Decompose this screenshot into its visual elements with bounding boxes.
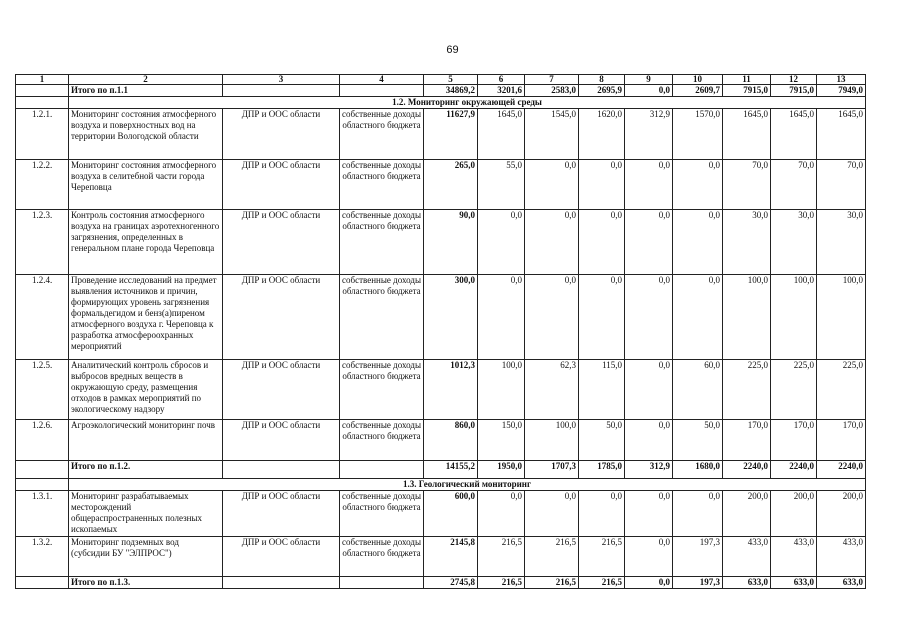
table-row [16,275,866,360]
row-description: Мониторинг разрабатываемых месторождений общераспространенных полезных ископаемых [69,491,223,537]
row-funding-source: собственные доходы областного бюджета [340,537,424,577]
value-cell: 197,3 [673,537,723,577]
row-description: Мониторинг состояния атмосферного воздуха и поверхностных вод на территории Вологодской области [69,109,223,160]
value-cell: 0,0 [579,210,625,275]
value-cell: 70,0 [723,160,771,210]
value-cell: 200,0 [723,491,771,537]
value-cell: 170,0 [771,420,817,461]
value-cell: 0,0 [478,275,525,360]
value-cell: 2745,8 [424,577,478,589]
value-cell: 7915,0 [771,85,817,97]
row-funding-source: собственные доходы областного бюджета [340,491,424,537]
row-executor: ДПР и ООС области [223,275,340,360]
executor-cell [223,85,340,97]
code-cell [16,479,69,491]
value-cell: 216,5 [579,537,625,577]
value-cell: 1645,0 [817,109,866,160]
row-executor: ДПР и ООС области [223,160,340,210]
row-executor: ДПР и ООС области [223,360,340,420]
value-cell: 860,0 [424,420,478,461]
value-cell: 265,0 [424,160,478,210]
page-number: 69 [446,44,459,56]
value-cell: 0,0 [579,160,625,210]
value-cell: 1680,0 [673,461,723,479]
value-cell: 2145,8 [424,537,478,577]
value-cell: 1645,0 [771,109,817,160]
value-cell: 170,0 [723,420,771,461]
value-cell: 115,0 [579,360,625,420]
row-code: 1.2.1. [16,109,69,160]
column-header: 12 [771,75,817,85]
row-code: 1.3.2. [16,537,69,577]
code-cell [16,85,69,97]
value-cell: 2609,7 [673,85,723,97]
value-cell: 1707,3 [525,461,579,479]
column-header: 6 [478,75,525,85]
value-cell: 7915,0 [723,85,771,97]
value-cell: 34869,2 [424,85,478,97]
table-row [16,360,866,420]
value-cell: 100,0 [817,275,866,360]
column-header: 9 [625,75,673,85]
value-cell: 1620,0 [579,109,625,160]
table-row [16,491,866,537]
value-cell: 0,0 [525,160,579,210]
row-description: Агроэкологический мониторинг почв [69,420,223,461]
value-cell: 0,0 [625,210,673,275]
executor-cell [223,461,340,479]
value-cell: 7949,0 [817,85,866,97]
total-label: Итого по п.1.3. [69,577,223,589]
table-row [16,160,866,210]
value-cell: 0,0 [478,210,525,275]
value-cell: 600,0 [424,491,478,537]
value-cell: 225,0 [817,360,866,420]
value-cell: 0,0 [625,577,673,589]
value-cell: 1785,0 [579,461,625,479]
row-code: 1.3.1. [16,491,69,537]
row-funding-source: собственные доходы областного бюджета [340,160,424,210]
row-description: Мониторинг подземных вод (субсидии БУ "ЭЛПРОС") [69,537,223,577]
value-cell: 70,0 [771,160,817,210]
value-cell: 1645,0 [723,109,771,160]
value-cell: 0,0 [625,360,673,420]
value-cell: 50,0 [673,420,723,461]
value-cell: 170,0 [817,420,866,461]
total-label: Итого по п.1.2. [69,461,223,479]
column-header: 11 [723,75,771,85]
source-cell [340,85,424,97]
value-cell: 633,0 [817,577,866,589]
value-cell: 0,0 [673,160,723,210]
value-cell: 55,0 [478,160,525,210]
value-cell: 216,5 [478,537,525,577]
value-cell: 2240,0 [817,461,866,479]
total-row [16,577,866,589]
executor-cell [223,577,340,589]
row-description: Контроль состояния атмосферного воздуха на границах аэротехногенного загрязнения, определенных в генеральном плане города Череповца [69,210,223,275]
section-title: 1.2. Мониторинг окружающей среды [69,97,866,109]
value-cell: 1570,0 [673,109,723,160]
value-cell: 0,0 [625,160,673,210]
row-funding-source: собственные доходы областного бюджета [340,420,424,461]
value-cell: 312,9 [625,109,673,160]
column-header: 2 [69,75,223,85]
code-cell [16,97,69,109]
row-executor: ДПР и ООС области [223,210,340,275]
row-code: 1.2.5. [16,360,69,420]
value-cell: 0,0 [525,491,579,537]
value-cell: 1545,0 [525,109,579,160]
total-row [16,85,866,97]
value-cell: 1645,0 [478,109,525,160]
value-cell: 300,0 [424,275,478,360]
row-executor: ДПР и ООС области [223,491,340,537]
value-cell: 0,0 [625,491,673,537]
value-cell: 11627,9 [424,109,478,160]
value-cell: 216,5 [525,537,579,577]
table-row [16,210,866,275]
column-header: 1 [16,75,69,85]
value-cell: 633,0 [723,577,771,589]
value-cell: 2240,0 [723,461,771,479]
row-executor: ДПР и ООС области [223,109,340,160]
total-row [16,461,866,479]
value-cell: 0,0 [478,491,525,537]
value-cell: 0,0 [673,491,723,537]
row-description: Аналитический контроль сбросов и выбросов вредных веществ в окружающую среду, размещения отходов в рамках мероприятий по экологическому надзору [69,360,223,420]
value-cell: 0,0 [625,537,673,577]
column-header: 4 [340,75,424,85]
section-header-row [16,97,866,109]
table-row [16,109,866,160]
value-cell: 0,0 [525,275,579,360]
column-header: 13 [817,75,866,85]
value-cell: 90,0 [424,210,478,275]
value-cell: 3201,6 [478,85,525,97]
column-header: 7 [525,75,579,85]
value-cell: 100,0 [478,360,525,420]
value-cell: 225,0 [771,360,817,420]
section-title: 1.3. Геологический мониторинг [69,479,866,491]
value-cell: 0,0 [625,275,673,360]
value-cell: 100,0 [771,275,817,360]
row-executor: ДПР и ООС области [223,537,340,577]
value-cell: 433,0 [723,537,771,577]
value-cell: 60,0 [673,360,723,420]
row-funding-source: собственные доходы областного бюджета [340,275,424,360]
row-code: 1.2.6. [16,420,69,461]
value-cell: 1012,3 [424,360,478,420]
row-funding-source: собственные доходы областного бюджета [340,109,424,160]
value-cell: 0,0 [673,275,723,360]
value-cell: 2695,9 [579,85,625,97]
value-cell: 50,0 [579,420,625,461]
column-header: 8 [579,75,625,85]
value-cell: 216,5 [579,577,625,589]
row-executor: ДПР и ООС области [223,420,340,461]
value-cell: 0,0 [625,420,673,461]
value-cell: 150,0 [478,420,525,461]
code-cell [16,461,69,479]
total-label: Итого по п.1.1 [69,85,223,97]
value-cell: 62,3 [525,360,579,420]
value-cell: 225,0 [723,360,771,420]
value-cell: 200,0 [771,491,817,537]
value-cell: 2240,0 [771,461,817,479]
column-header: 3 [223,75,340,85]
value-cell: 433,0 [817,537,866,577]
value-cell: 70,0 [817,160,866,210]
row-code: 1.2.4. [16,275,69,360]
row-code: 1.2.2. [16,160,69,210]
row-funding-source: собственные доходы областного бюджета [340,210,424,275]
value-cell: 197,3 [673,577,723,589]
value-cell: 14155,2 [424,461,478,479]
value-cell: 100,0 [723,275,771,360]
value-cell: 2583,0 [525,85,579,97]
value-cell: 200,0 [817,491,866,537]
value-cell: 1950,0 [478,461,525,479]
table-row [16,420,866,461]
value-cell: 0,0 [673,210,723,275]
value-cell: 0,0 [579,491,625,537]
value-cell: 30,0 [771,210,817,275]
row-description: Проведение исследований на предмет выявления источников и причин, формирующих уровень загрязнения формальдегидом и бенз(а)пиреном атмосферного воздуха г. Череповца к разработка атмосфероохранных мероприятий [69,275,223,360]
row-code: 1.2.3. [16,210,69,275]
row-description: Мониторинг состояния атмосферного воздуха в селитебной части города Череповца [69,160,223,210]
value-cell: 30,0 [817,210,866,275]
value-cell: 312,9 [625,461,673,479]
value-cell: 0,0 [525,210,579,275]
value-cell: 633,0 [771,577,817,589]
column-header: 5 [424,75,478,85]
value-cell: 433,0 [771,537,817,577]
value-cell: 30,0 [723,210,771,275]
value-cell: 0,0 [579,275,625,360]
budget-table [15,74,866,589]
value-cell: 216,5 [525,577,579,589]
column-header: 10 [673,75,723,85]
value-cell: 0,0 [625,85,673,97]
code-cell [16,577,69,589]
value-cell: 100,0 [525,420,579,461]
value-cell: 216,5 [478,577,525,589]
table-row [16,537,866,577]
row-funding-source: собственные доходы областного бюджета [340,360,424,420]
source-cell [340,577,424,589]
column-number-row [16,75,866,85]
section-header-row [16,479,866,491]
source-cell [340,461,424,479]
